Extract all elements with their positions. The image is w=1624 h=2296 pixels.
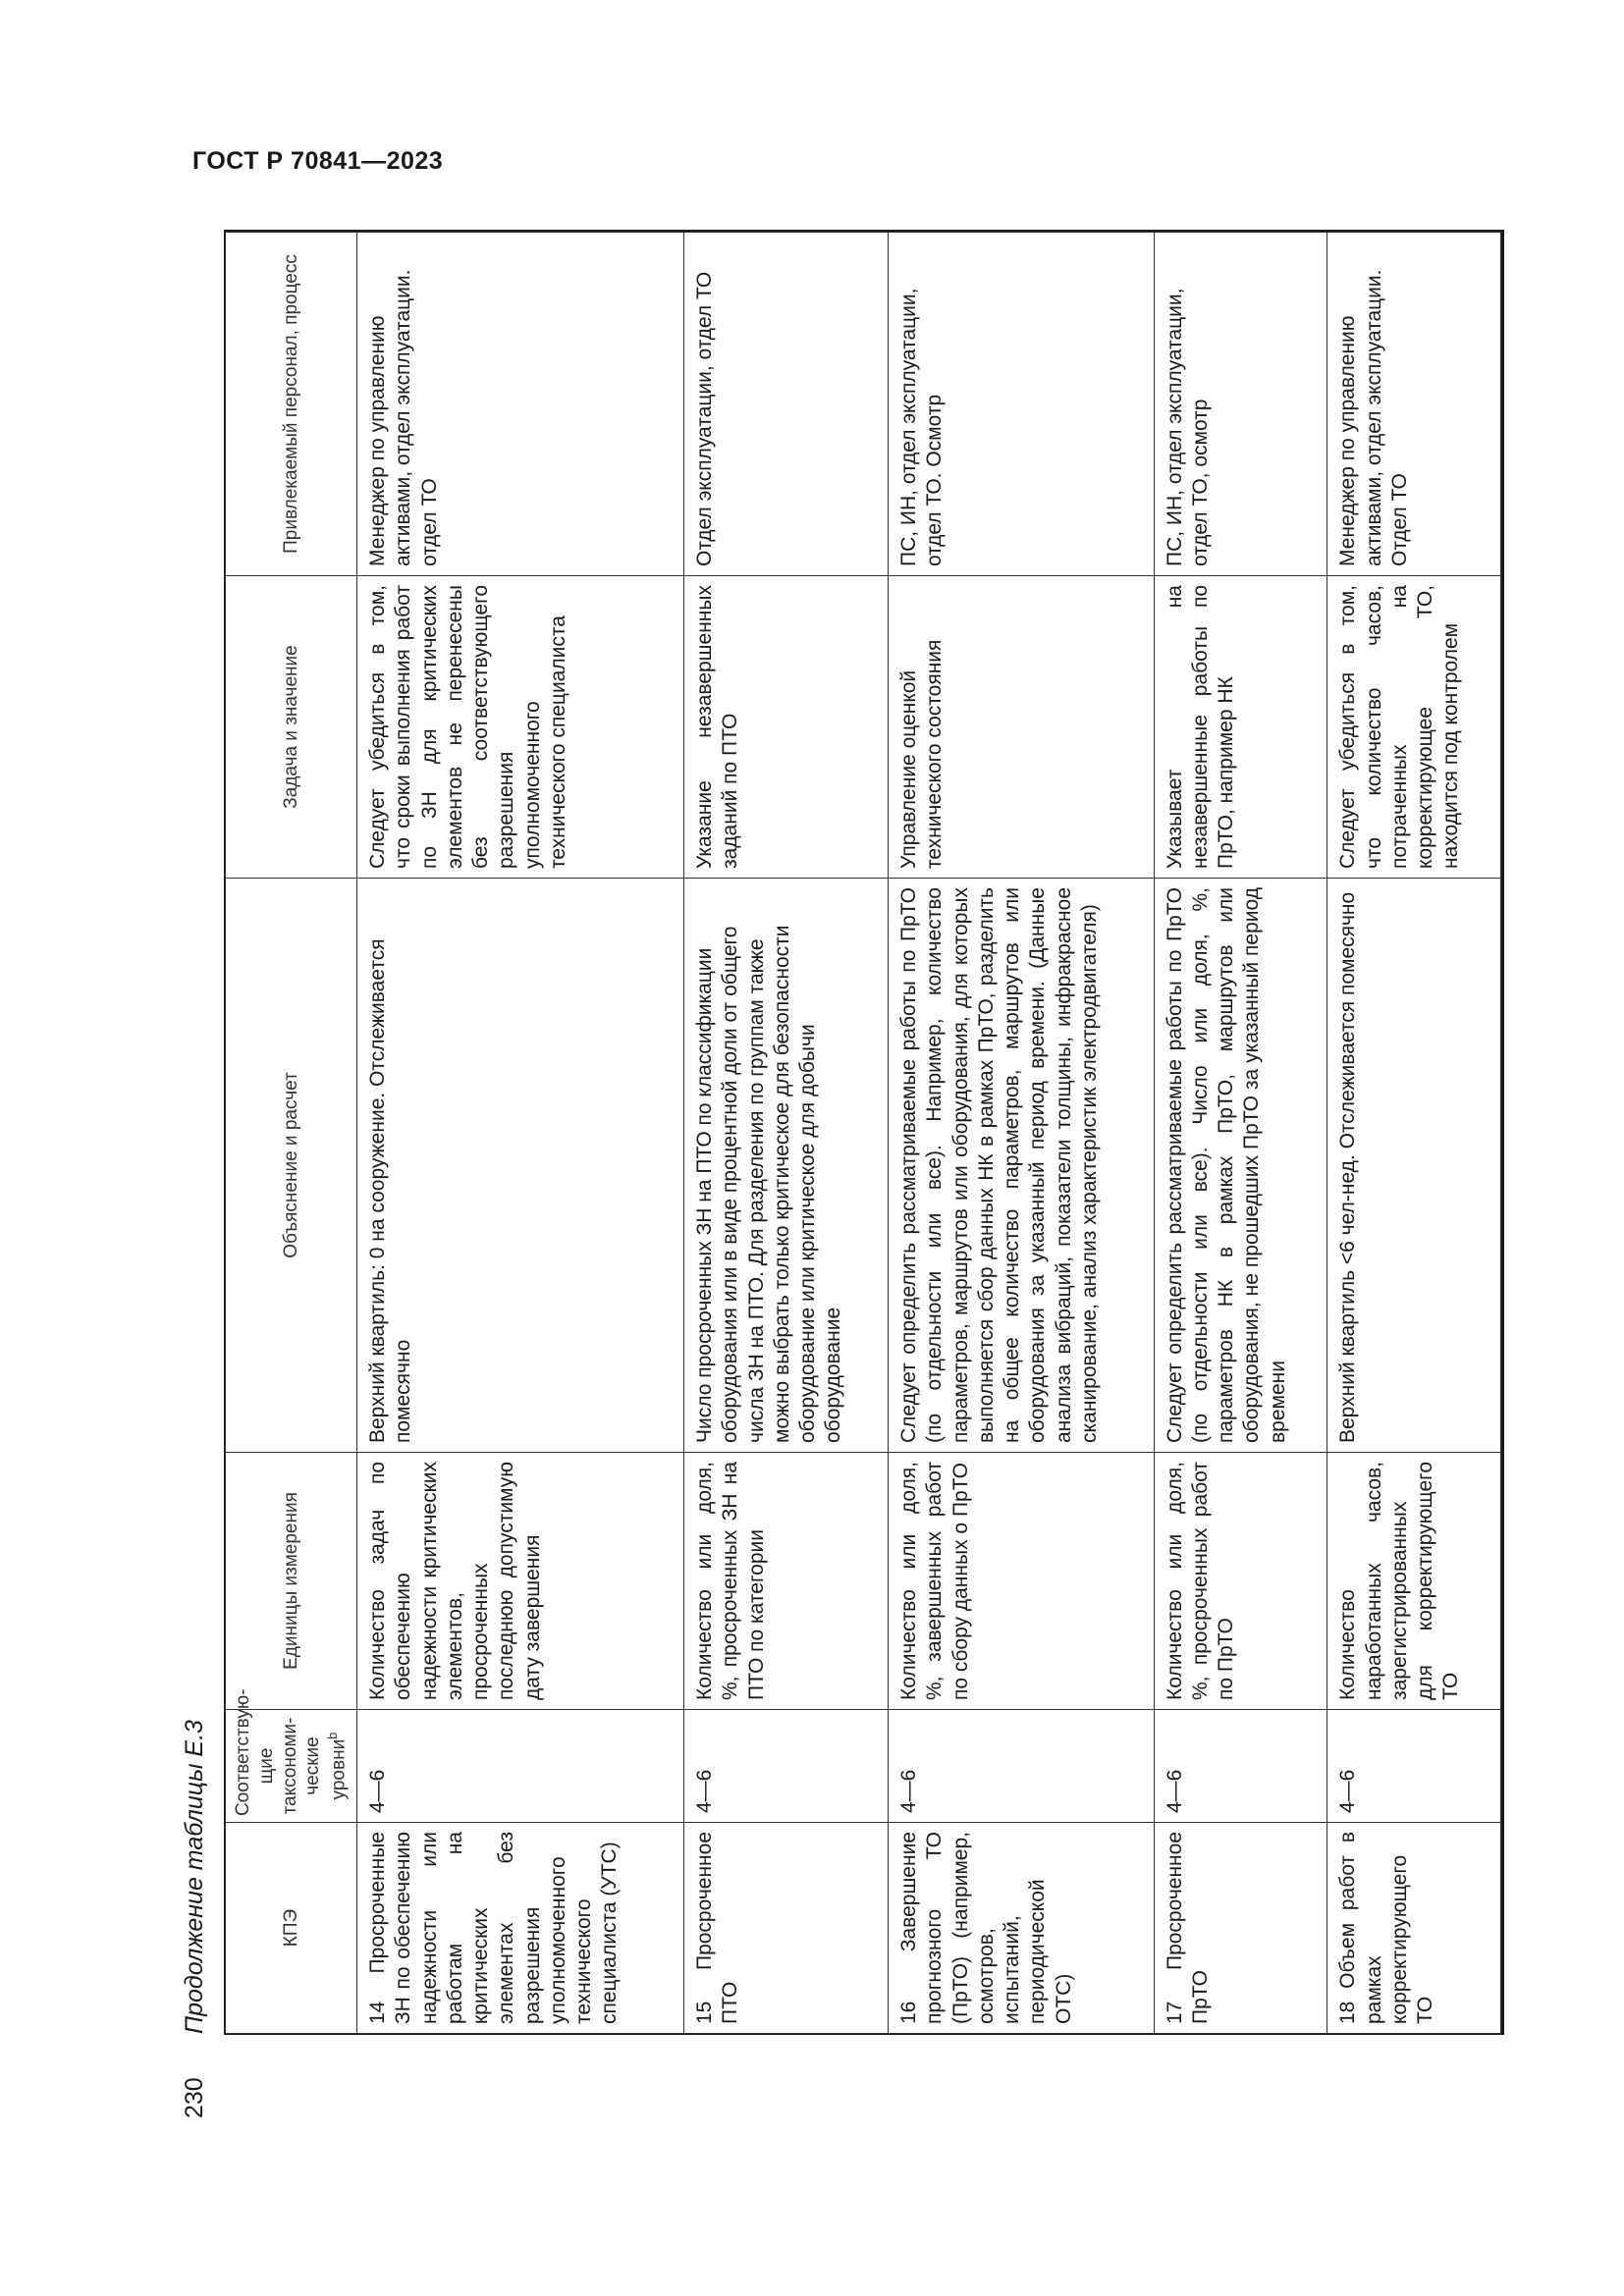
document-title: ГОСТ Р 70841—2023 bbox=[192, 147, 444, 175]
cell-kpi: 17 Просроченное ПрТО bbox=[1154, 1823, 1327, 2034]
kpi-table bbox=[225, 232, 1501, 2034]
cell-units: Количество задач по обеспечению надежности критических элементов, просроченных последнюю допустимую дату завершения bbox=[357, 1453, 684, 1710]
table-caption: Продолжение таблицы Е.3 bbox=[181, 1720, 208, 2034]
cell-kpi: 18 Объем работ в рамках корректирующего ТО bbox=[1327, 1823, 1501, 2034]
cell-task: Указание незавершенных заданий по ПТО bbox=[684, 576, 889, 879]
col-header-explanation: Объяснение и расчет bbox=[226, 879, 357, 1453]
cell-kpi: 15 Просроченное ПТО bbox=[684, 1823, 889, 2034]
cell-levels: 4—6 bbox=[1154, 1710, 1327, 1823]
cell-levels: 4—6 bbox=[684, 1710, 889, 1823]
table-row bbox=[1154, 233, 1327, 2034]
cell-explanation: Следует определить рассматриваемые работы по ПрТО (по отдельности или все). Например, количество параметров, маршрутов или оборудования, для которых выполняется сбор данных НК в рамках ПрТО, разделить на общее количество параметров, маршрутов или оборудования за указанный период времени. (Данные анализа вибраций, показатели толщины, инфракрасное сканирование, анализ характеристик электродвигателя) bbox=[889, 879, 1155, 1453]
cell-units: Количество или доля, %, просроченных работ по ПрТО bbox=[1154, 1453, 1327, 1710]
cell-personnel: Отдел эксплуатации, отдел ТО bbox=[684, 233, 889, 576]
col-header-units: Единицы измерения bbox=[226, 1453, 357, 1710]
cell-units: Количество или доля, %, завершенных работ по сбору данных о ПрТО bbox=[889, 1453, 1155, 1710]
table-row bbox=[684, 233, 889, 2034]
footnote-mark: b bbox=[325, 1732, 340, 1739]
cell-task: Следует убедиться в том, что сроки выполнения работ по ЗН для критических элементов не перенесены без соответствующего разрешения уполномоченного технического специалиста bbox=[357, 576, 684, 879]
cell-personnel: Менеджер по управлению активами, отдел эксплуатации. Отдел ТО bbox=[1327, 233, 1501, 576]
rotated-page-content bbox=[177, 229, 1502, 2118]
cell-personnel: ПС, ИН, отдел эксплуатации, отдел ТО. Осмотр bbox=[889, 233, 1155, 576]
col-header-kpi: КПЭ bbox=[226, 1823, 357, 2034]
col-header-personnel: Привлекаемый персонал, процесс bbox=[226, 233, 357, 576]
cell-explanation: Число просроченных ЗН на ПТО по классификации оборудования или в виде процентной доли от общего числа ЗН на ПТО. Для разделения по группам также можно выбрать только критическое для безопасности оборудование или критическое для добычи оборудование bbox=[684, 879, 889, 1453]
table-row bbox=[1327, 233, 1501, 2034]
table-header-row bbox=[226, 233, 357, 2034]
cell-task: Следует убедиться в том, что количество часов, потраченных на корректирующее ТО, находится под контролем bbox=[1327, 576, 1501, 879]
cell-task: Управление оценкой технического состояния bbox=[889, 576, 1155, 879]
table-row bbox=[357, 233, 684, 2034]
page-number: 230 bbox=[181, 2077, 208, 2118]
cell-levels: 4—6 bbox=[1327, 1710, 1501, 1823]
cell-explanation: Верхний квартиль: 0 на сооружение. Отслеживается помесячно bbox=[357, 879, 684, 1453]
cell-units: Количество или доля, %, просроченных ЗН на ПТО по категории bbox=[684, 1453, 889, 1710]
cell-task: Указывает на незавершенные работы по ПрТО, например НК bbox=[1154, 576, 1327, 879]
cell-units: Количество наработанных часов, зарегистрированных для корректирующего ТО bbox=[1327, 1453, 1501, 1710]
col-header-levels: Соответствую-щие таксономи-ческие уровни$^b$ bbox=[226, 1710, 357, 1823]
cell-levels: 4—6 bbox=[889, 1710, 1155, 1823]
col-header-task: Задача и значение bbox=[226, 576, 357, 879]
cell-personnel: ПС, ИН, отдел эксплуатации, отдел ТО, осмотр bbox=[1154, 233, 1327, 576]
cell-kpi: 14 Просроченные ЗН по обеспечению надежности или работам на критических элементах без разрешения уполномоченного технического специалиста (УТС) bbox=[357, 1823, 684, 2034]
cell-levels: 4—6 bbox=[357, 1710, 684, 1823]
table-row bbox=[889, 233, 1155, 2034]
cell-personnel: Менеджер по управлению активами, отдел эксплуатации. отдел ТО bbox=[357, 233, 684, 576]
kpi-table-frame bbox=[224, 230, 1504, 2035]
cell-explanation: Следует определить рассматриваемые работы по ПрТО (по отдельности или все). Число или доля, %, параметров НК в рамках ПрТО, маршрутов или оборудования, не прошедших ПрТО за указанный период времени bbox=[1154, 879, 1327, 1453]
cell-kpi: 16 Завершение прогнозного ТО (ПрТО) (например, осмотров, испытаний, периодической ОТС) bbox=[889, 1823, 1155, 2034]
cell-explanation: Верхний квартиль <6 чел-нед. Отслеживается помесячно bbox=[1327, 879, 1501, 1453]
